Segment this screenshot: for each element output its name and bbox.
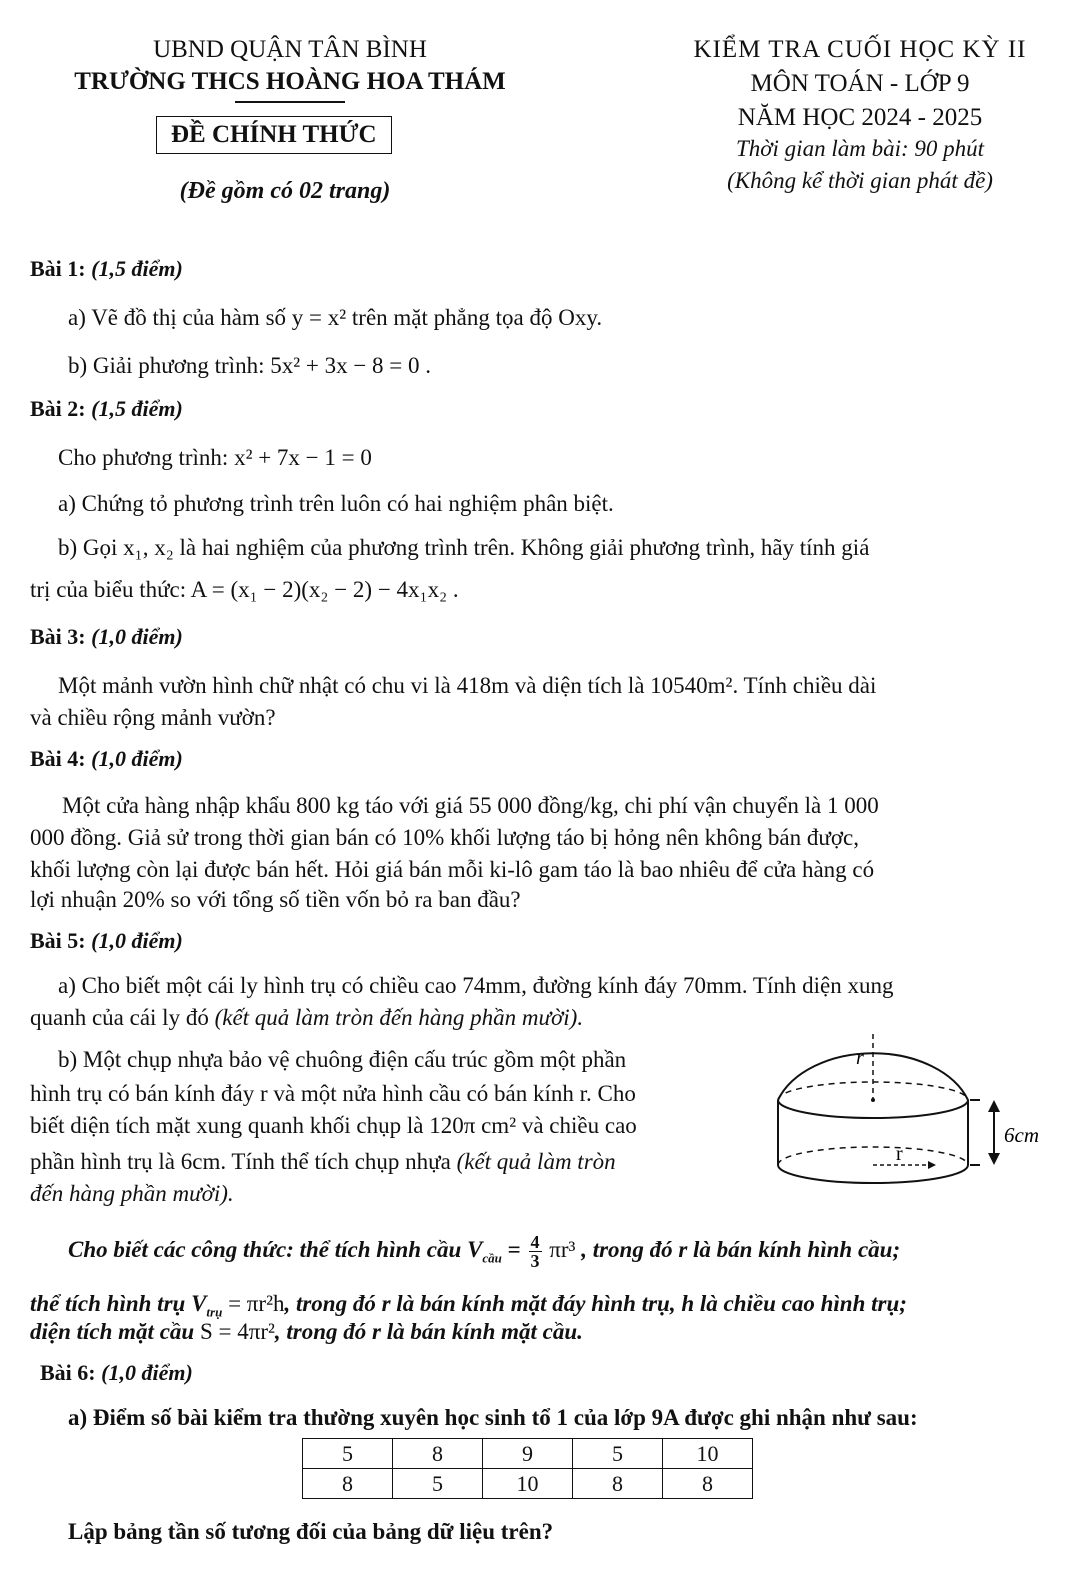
table-cell: 9 xyxy=(483,1439,573,1469)
bai3-line1: Một mảnh vườn hình chữ nhật có chu vi là 418m và diện tích là 10540m². Tính chiều dài xyxy=(58,673,877,698)
formula1-suffix: , trong đó r là bán kính hình cầu; xyxy=(581,1237,901,1262)
center-dot-top xyxy=(871,1098,875,1102)
bai2-heading xyxy=(30,396,183,422)
bai5-b-line1: b) Một chụp nhựa bảo vệ chuông điện cấu trúc gồm một phần xyxy=(58,1047,627,1072)
formula2-suffix: , trong đó r là bán kính mặt đáy hình trụ, h là chiều cao hình trụ; xyxy=(284,1291,907,1316)
bai4-heading xyxy=(30,746,183,772)
equals-sign: = xyxy=(507,1237,521,1262)
label-r-top: r xyxy=(856,1047,864,1069)
bai1-points: (1,5 điểm) xyxy=(91,256,183,281)
bai5-b-line3 xyxy=(30,1110,637,1142)
bai5-points: (1,0 điểm) xyxy=(91,928,183,953)
bai5-b-line5: đến hàng phần mười). xyxy=(30,1181,234,1206)
formula-v-tru xyxy=(191,1291,223,1320)
duration-note: (Không kể thời gian phát đề) xyxy=(727,168,993,193)
exam-title: KIỂM TRA CUỐI HỌC KỲ II xyxy=(693,36,1027,63)
bai5-b3-suffix: và chiều cao xyxy=(521,1113,637,1138)
bai4-line1: Một cửa hàng nhập khẩu 800 kg táo với giá 55 000 đồng/kg, chi phí vận chuyển là 1 000 xyxy=(62,793,879,818)
formula2-prefix: thể tích hình trụ xyxy=(30,1291,186,1316)
bai5-b4-plain: phần hình trụ là 6cm. Tính thể tích chụp nhựa xyxy=(30,1149,451,1174)
bai5-a2-italic: (kết quả làm tròn đến hàng phần mười). xyxy=(214,1005,584,1030)
bai2-intro-math: x² + 7x − 1 = 0 xyxy=(234,445,372,470)
bai2-b-suffix: là hai nghiệm của phương trình trên. Không giải phương trình, hãy tính giá xyxy=(179,535,870,560)
table-cell: 10 xyxy=(483,1469,573,1499)
formula3-math: S = 4πr² xyxy=(199,1319,275,1344)
table-cell: 8 xyxy=(663,1469,753,1499)
table-row xyxy=(303,1469,753,1499)
table-row xyxy=(303,1439,753,1469)
v-cau-symbol: V xyxy=(467,1237,483,1262)
district-name: UBND QUẬN TÂN BÌNH xyxy=(153,36,427,63)
bai5-b-line2: hình trụ có bán kính đáy r và một nửa hình cầu có bán kính r. Cho xyxy=(30,1081,636,1106)
exam-duration: Thời gian làm bài: 90 phút xyxy=(735,136,985,161)
bai1-part-b xyxy=(68,350,431,382)
bai1-b-prefix: b) Giải phương trình: xyxy=(68,353,265,378)
table-cell: 8 xyxy=(393,1439,483,1469)
exam-subject: MÔN TOÁN - LỚP 9 xyxy=(750,70,970,97)
official-exam-label: ĐỀ CHÍNH THỨC xyxy=(156,116,392,154)
formula3-prefix: diện tích mặt cầu xyxy=(30,1319,195,1344)
formula-v-cau xyxy=(467,1237,502,1266)
table-cell: 8 xyxy=(573,1469,663,1499)
bai6-heading xyxy=(40,1360,193,1386)
bai1-heading xyxy=(30,256,183,282)
bai3-points: (1,0 điểm) xyxy=(91,624,183,649)
bai4-points: (1,0 điểm) xyxy=(91,746,183,771)
bai3-heading xyxy=(30,624,183,650)
cover-figure xyxy=(768,1020,1068,1205)
bai5-a-line1: a) Cho biết một cái ly hình trụ có chiều cao 74mm, đường kính đáy 70mm. Tính diện xung xyxy=(58,973,894,998)
bai2-points: (1,5 điểm) xyxy=(91,396,183,421)
v-tru-subscript: trụ xyxy=(206,1304,223,1320)
formula-line3 xyxy=(30,1316,583,1348)
bai2-intro xyxy=(58,442,372,474)
bai2-title: Bài 2: xyxy=(30,396,86,421)
bottom-ellipse-front xyxy=(778,1165,968,1183)
scores-table xyxy=(302,1438,753,1499)
bai2-b-roots: x₁, x₂ xyxy=(123,535,174,560)
bai3-line2: và chiều rộng mảnh vườn? xyxy=(30,705,276,730)
table-cell: 5 xyxy=(573,1439,663,1469)
bai5-a-line2 xyxy=(30,1002,583,1034)
bai2-part-b-line2 xyxy=(30,574,459,606)
bai2-b2-prefix: trị của biểu thức: xyxy=(30,577,187,602)
school-name: TRƯỜNG THCS HOÀNG HOA THÁM xyxy=(74,68,506,95)
bai1-a-prefix: a) Vẽ đồ thị của hàm số xyxy=(68,305,287,330)
bai1-a-suffix: trên mặt phẳng tọa độ Oxy. xyxy=(351,305,603,330)
v-cau-subscript: cầu xyxy=(482,1250,502,1266)
formula3-suffix: , trong đó r là bán kính mặt cầu. xyxy=(274,1319,583,1344)
bai6-task: Lập bảng tần số tương đối của bảng dữ liệu trên? xyxy=(68,1519,554,1544)
bai4-line4: lợi nhuận 20% so với tổng số tiền vốn bỏ ra ban đầu? xyxy=(30,887,521,912)
bai5-title: Bài 5: xyxy=(30,928,86,953)
bai1-b-math: 5x² + 3x − 8 = 0 . xyxy=(270,353,432,378)
bai5-b4-italic: (kết quả làm tròn xyxy=(456,1149,616,1174)
bai2-part-a: a) Chứng tỏ phương trình trên luôn có hai nghiệm phân biệt. xyxy=(58,491,614,516)
table-cell: 5 xyxy=(393,1469,483,1499)
bai4-line3: khối lượng còn lại được bán hết. Hỏi giá bán mỗi ki-lô gam táo là bao nhiêu để cửa hàng có xyxy=(30,857,875,882)
bai5-b-line4 xyxy=(30,1146,616,1178)
table-cell: 5 xyxy=(303,1439,393,1469)
bai2-b-prefix: b) Gọi xyxy=(58,535,118,560)
bai1-title: Bài 1: xyxy=(30,256,86,281)
formula1-prefix: Cho biết các công thức: thể tích hình cầu xyxy=(68,1237,462,1262)
bai5-b3-prefix: biết diện tích mặt xung quanh khối chụp là xyxy=(30,1113,424,1138)
fraction-numerator: 4 xyxy=(530,1232,540,1253)
table-cell: 10 xyxy=(663,1439,753,1469)
top-ellipse-front xyxy=(778,1100,968,1118)
bottom-ellipse-back xyxy=(778,1147,968,1165)
formula2-math: = πr²h xyxy=(228,1291,285,1316)
table-cell: 8 xyxy=(303,1469,393,1499)
v-tru-symbol: V xyxy=(191,1291,207,1316)
pages-note: (Đề gồm có 02 trang) xyxy=(179,178,391,204)
height-arrow-up xyxy=(988,1100,1000,1112)
school-underline xyxy=(235,101,345,103)
label-r-bottom: r xyxy=(896,1143,903,1165)
height-arrow-down xyxy=(988,1153,1000,1165)
four-thirds-fraction xyxy=(529,1233,542,1270)
formula-line1 xyxy=(68,1230,900,1279)
bai4-title: Bài 4: xyxy=(30,746,86,771)
label-height: 6cm xyxy=(1004,1123,1039,1147)
bai1-part-a xyxy=(68,302,602,334)
bai5-b3-area: 120π cm² xyxy=(429,1113,517,1138)
bai2-intro-prefix: Cho phương trình: xyxy=(58,445,229,470)
bai6-part-a: a) Điểm số bài kiểm tra thường xuyên học sinh tổ 1 của lớp 9A được ghi nhận như sau: xyxy=(68,1405,918,1430)
fraction-denominator: 3 xyxy=(530,1251,540,1272)
bai3-title: Bài 3: xyxy=(30,624,86,649)
bai6-points: (1,0 điểm) xyxy=(101,1360,193,1385)
formula1-tail: πr³ xyxy=(549,1237,576,1262)
bai1-a-math: y = x² xyxy=(291,305,347,330)
radius-arrowhead xyxy=(928,1161,936,1169)
bai2-b2-expression: A = (x₁ − 2)(x₂ − 2) − 4x₁x₂ . xyxy=(190,577,459,602)
bai5-heading xyxy=(30,928,183,954)
bai6-title: Bài 6: xyxy=(40,1360,96,1385)
school-year: NĂM HỌC 2024 - 2025 xyxy=(737,104,983,131)
bai4-line2: 000 đồng. Giả sử trong thời gian bán có 10% khối lượng táo bị hỏng nên không bán được, xyxy=(30,825,859,850)
bai5-a2-plain: quanh của cái ly đó xyxy=(30,1005,209,1030)
bai2-part-b-line1 xyxy=(58,532,869,564)
